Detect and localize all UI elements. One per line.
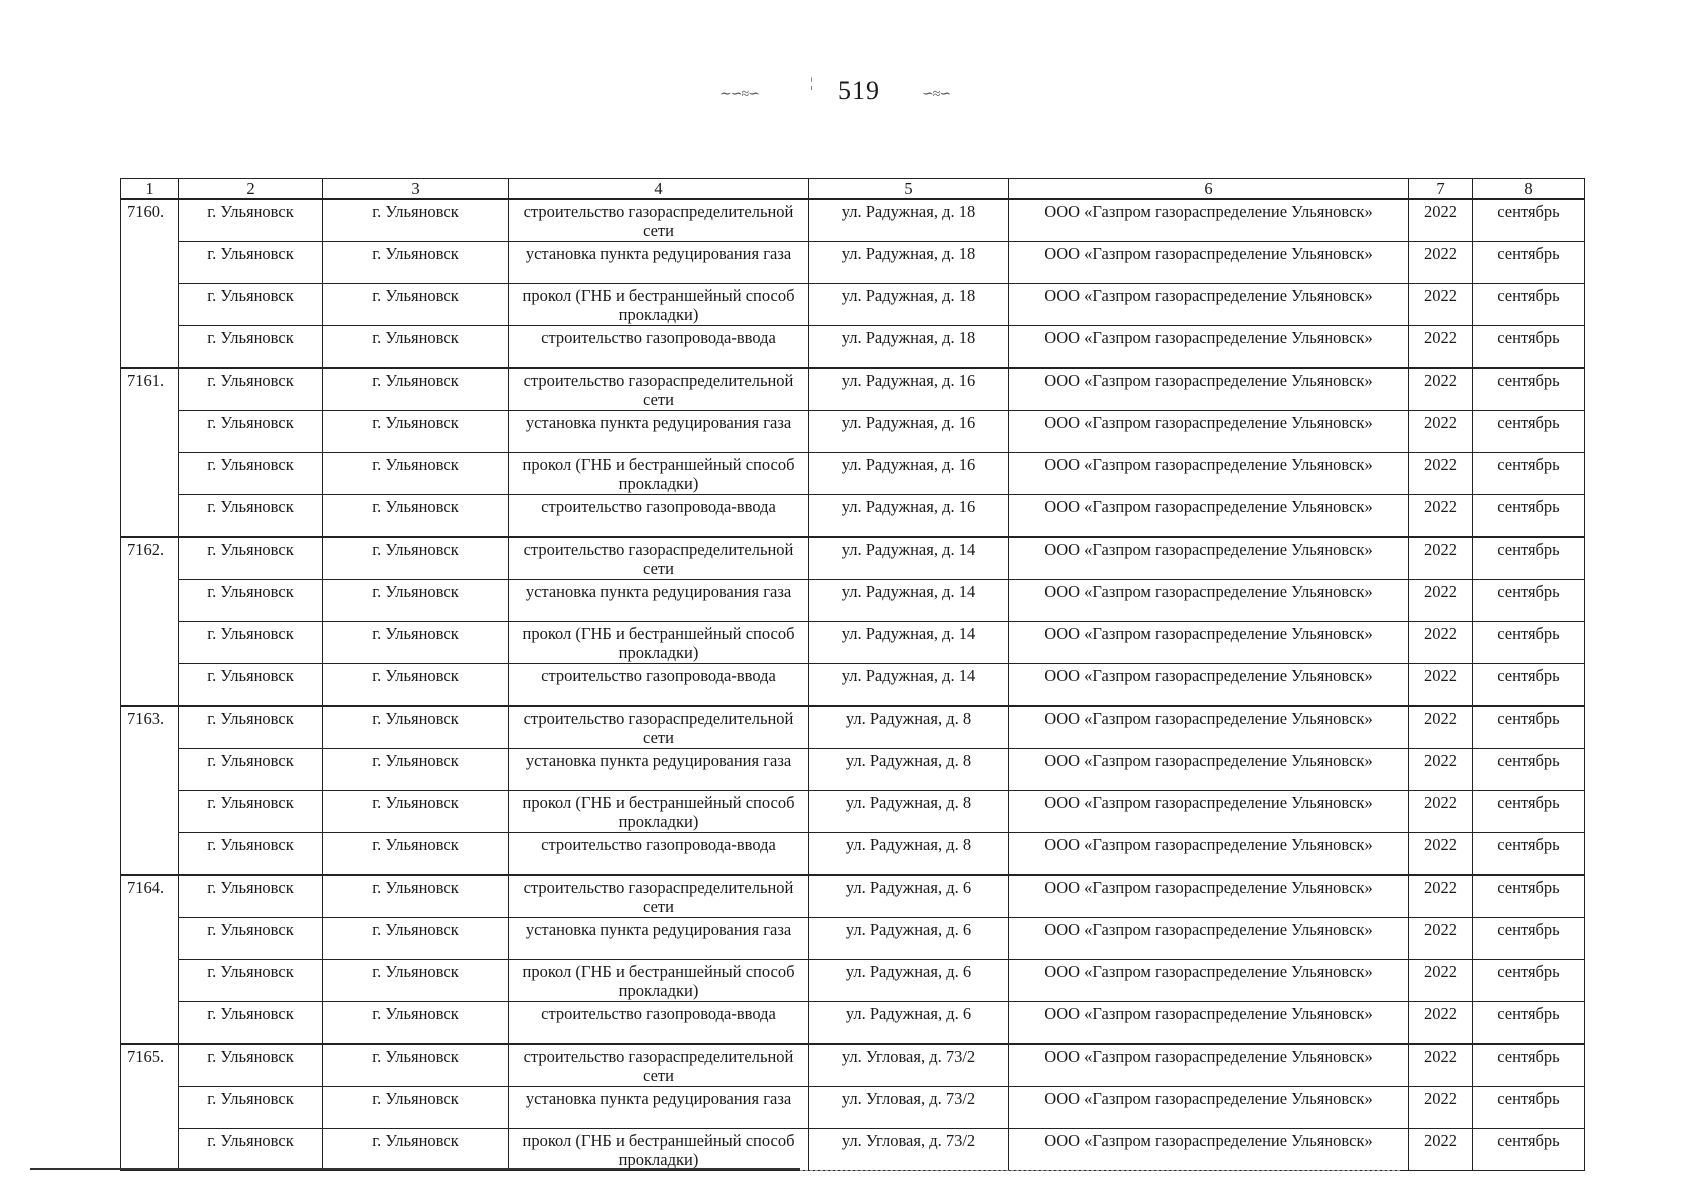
cell-municipality: г. Ульяновск — [179, 495, 323, 538]
cell-settlement: г. Ульяновск — [323, 960, 509, 1002]
cell-municipality: г. Ульяновск — [179, 1087, 323, 1129]
cell-address: ул. Радужная, д. 6 — [809, 875, 1009, 918]
table-row — [121, 1087, 1585, 1129]
cell-address: ул. Радужная, д. 8 — [809, 749, 1009, 791]
cell-month: сентябрь — [1473, 875, 1585, 918]
cell-municipality: г. Ульяновск — [179, 749, 323, 791]
cell-month: сентябрь — [1473, 326, 1585, 369]
cell-month: сентябрь — [1473, 411, 1585, 453]
cell-year: 2022 — [1409, 960, 1473, 1002]
cell-address: ул. Радужная, д. 18 — [809, 199, 1009, 242]
table-row — [121, 1002, 1585, 1045]
cell-month: сентябрь — [1473, 833, 1585, 876]
cell-settlement: г. Ульяновск — [323, 580, 509, 622]
cell-month: сентябрь — [1473, 791, 1585, 833]
cell-municipality: г. Ульяновск — [179, 284, 323, 326]
cell-work-type: строительство газораспределительной сети — [509, 706, 809, 749]
cell-organization: ООО «Газпром газораспределение Ульяновск» — [1009, 1002, 1409, 1045]
cell-year: 2022 — [1409, 537, 1473, 580]
table-row — [121, 791, 1585, 833]
table-body — [121, 199, 1585, 1171]
cell-organization: ООО «Газпром газораспределение Ульяновск» — [1009, 875, 1409, 918]
table-row — [121, 495, 1585, 538]
cell-year: 2022 — [1409, 622, 1473, 664]
cell-address: ул. Радужная, д. 6 — [809, 960, 1009, 1002]
cell-address: ул. Радужная, д. 6 — [809, 918, 1009, 960]
entry-number: 7160. — [121, 199, 179, 368]
cell-settlement: г. Ульяновск — [323, 622, 509, 664]
cell-municipality: г. Ульяновск — [179, 1044, 323, 1087]
cell-municipality: г. Ульяновск — [179, 918, 323, 960]
cell-municipality: г. Ульяновск — [179, 411, 323, 453]
column-header-8: 8 — [1473, 179, 1585, 200]
entry-number: 7161. — [121, 368, 179, 537]
column-header-4: 4 — [509, 179, 809, 200]
table-row — [121, 960, 1585, 1002]
cell-settlement: г. Ульяновск — [323, 791, 509, 833]
cell-settlement: г. Ульяновск — [323, 411, 509, 453]
cell-address: ул. Угловая, д. 73/2 — [809, 1087, 1009, 1129]
cell-address: ул. Радужная, д. 14 — [809, 537, 1009, 580]
cell-address: ул. Радужная, д. 18 — [809, 242, 1009, 284]
cell-municipality: г. Ульяновск — [179, 242, 323, 284]
column-number-row — [121, 179, 1585, 200]
cell-organization: ООО «Газпром газораспределение Ульяновск» — [1009, 749, 1409, 791]
cell-year: 2022 — [1409, 453, 1473, 495]
cell-work-type: строительство газопровода-ввода — [509, 664, 809, 707]
cell-organization: ООО «Газпром газораспределение Ульяновск» — [1009, 1087, 1409, 1129]
cell-address: ул. Радужная, д. 8 — [809, 833, 1009, 876]
cell-year: 2022 — [1409, 1129, 1473, 1171]
cell-address: ул. Радужная, д. 16 — [809, 495, 1009, 538]
column-header-6: 6 — [1009, 179, 1409, 200]
cell-organization: ООО «Газпром газораспределение Ульяновск» — [1009, 1044, 1409, 1087]
cell-settlement: г. Ульяновск — [323, 749, 509, 791]
cell-organization: ООО «Газпром газораспределение Ульяновск» — [1009, 411, 1409, 453]
cell-settlement: г. Ульяновск — [323, 833, 509, 876]
table-row — [121, 664, 1585, 707]
cell-settlement: г. Ульяновск — [323, 453, 509, 495]
cell-organization: ООО «Газпром газораспределение Ульяновск» — [1009, 453, 1409, 495]
cell-month: сентябрь — [1473, 1129, 1585, 1171]
cell-municipality: г. Ульяновск — [179, 664, 323, 707]
cell-year: 2022 — [1409, 875, 1473, 918]
cell-month: сентябрь — [1473, 1044, 1585, 1087]
cell-municipality: г. Ульяновск — [179, 833, 323, 876]
cell-settlement: г. Ульяновск — [323, 1044, 509, 1087]
cell-address: ул. Радужная, д. 8 — [809, 791, 1009, 833]
cell-work-type: строительство газораспределительной сети — [509, 537, 809, 580]
cell-organization: ООО «Газпром газораспределение Ульяновск» — [1009, 580, 1409, 622]
bottom-rule-faint — [800, 1170, 1400, 1171]
cell-month: сентябрь — [1473, 706, 1585, 749]
entry-number: 7163. — [121, 706, 179, 875]
table-row — [121, 918, 1585, 960]
cell-organization: ООО «Газпром газораспределение Ульяновск» — [1009, 326, 1409, 369]
cell-organization: ООО «Газпром газораспределение Ульяновск» — [1009, 1129, 1409, 1171]
cell-month: сентябрь — [1473, 284, 1585, 326]
cell-settlement: г. Ульяновск — [323, 1002, 509, 1045]
cell-municipality: г. Ульяновск — [179, 706, 323, 749]
table-row — [121, 537, 1585, 580]
cell-organization: ООО «Газпром газораспределение Ульяновск» — [1009, 918, 1409, 960]
cell-year: 2022 — [1409, 1002, 1473, 1045]
cell-address: ул. Радужная, д. 18 — [809, 326, 1009, 369]
cell-month: сентябрь — [1473, 622, 1585, 664]
table-row — [121, 875, 1585, 918]
cell-month: сентябрь — [1473, 537, 1585, 580]
cell-work-type: строительство газопровода-ввода — [509, 1002, 809, 1045]
table-row — [121, 749, 1585, 791]
cell-municipality: г. Ульяновск — [179, 537, 323, 580]
cell-municipality: г. Ульяновск — [179, 368, 323, 411]
cell-month: сентябрь — [1473, 453, 1585, 495]
table-row — [121, 833, 1585, 876]
entry-number: 7165. — [121, 1044, 179, 1171]
cell-organization: ООО «Газпром газораспределение Ульяновск» — [1009, 706, 1409, 749]
cell-address: ул. Радужная, д. 16 — [809, 368, 1009, 411]
cell-settlement: г. Ульяновск — [323, 537, 509, 580]
cell-address: ул. Радужная, д. 18 — [809, 284, 1009, 326]
cell-municipality: г. Ульяновск — [179, 791, 323, 833]
column-header-2: 2 — [179, 179, 323, 200]
cell-settlement: г. Ульяновск — [323, 495, 509, 538]
registry-table — [120, 178, 1585, 1171]
cell-work-type: прокол (ГНБ и бестраншейный способ прокладки) — [509, 453, 809, 495]
table-row — [121, 326, 1585, 369]
cell-year: 2022 — [1409, 495, 1473, 538]
cell-year: 2022 — [1409, 706, 1473, 749]
cell-year: 2022 — [1409, 749, 1473, 791]
cell-settlement: г. Ульяновск — [323, 368, 509, 411]
cell-work-type: установка пункта редуцирования газа — [509, 749, 809, 791]
cell-address: ул. Радужная, д. 16 — [809, 453, 1009, 495]
cell-year: 2022 — [1409, 411, 1473, 453]
cell-municipality: г. Ульяновск — [179, 875, 323, 918]
cell-month: сентябрь — [1473, 960, 1585, 1002]
table-row — [121, 199, 1585, 242]
table-row — [121, 580, 1585, 622]
cell-municipality: г. Ульяновск — [179, 199, 323, 242]
table-row — [121, 242, 1585, 284]
cell-settlement: г. Ульяновск — [323, 706, 509, 749]
cell-month: сентябрь — [1473, 664, 1585, 707]
cell-work-type: установка пункта редуцирования газа — [509, 580, 809, 622]
cell-year: 2022 — [1409, 1087, 1473, 1129]
cell-settlement: г. Ульяновск — [323, 199, 509, 242]
cell-organization: ООО «Газпром газораспределение Ульяновск» — [1009, 199, 1409, 242]
table-row — [121, 622, 1585, 664]
cell-year: 2022 — [1409, 1044, 1473, 1087]
cell-address: ул. Угловая, д. 73/2 — [809, 1044, 1009, 1087]
column-header-7: 7 — [1409, 179, 1473, 200]
cell-work-type: строительство газопровода-ввода — [509, 495, 809, 538]
scan-mark-tick: ¦ — [810, 76, 812, 91]
cell-municipality: г. Ульяновск — [179, 1002, 323, 1045]
table-row — [121, 1044, 1585, 1087]
cell-month: сентябрь — [1473, 1002, 1585, 1045]
cell-municipality: г. Ульяновск — [179, 622, 323, 664]
cell-year: 2022 — [1409, 664, 1473, 707]
cell-month: сентябрь — [1473, 918, 1585, 960]
cell-municipality: г. Ульяновск — [179, 580, 323, 622]
cell-organization: ООО «Газпром газораспределение Ульяновск» — [1009, 284, 1409, 326]
cell-year: 2022 — [1409, 242, 1473, 284]
cell-work-type: прокол (ГНБ и бестраншейный способ прокладки) — [509, 284, 809, 326]
cell-work-type: прокол (ГНБ и бестраншейный способ прокладки) — [509, 791, 809, 833]
cell-work-type: строительство газопровода-ввода — [509, 833, 809, 876]
cell-organization: ООО «Газпром газораспределение Ульяновск» — [1009, 664, 1409, 707]
cell-year: 2022 — [1409, 918, 1473, 960]
scan-mark-left: ∼∽≈∽ — [720, 87, 759, 102]
column-header-3: 3 — [323, 179, 509, 200]
cell-municipality: г. Ульяновск — [179, 960, 323, 1002]
table-header — [121, 179, 1585, 200]
cell-year: 2022 — [1409, 833, 1473, 876]
table-row — [121, 284, 1585, 326]
cell-year: 2022 — [1409, 284, 1473, 326]
cell-work-type: строительство газораспределительной сети — [509, 368, 809, 411]
cell-address: ул. Радужная, д. 6 — [809, 1002, 1009, 1045]
cell-settlement: г. Ульяновск — [323, 242, 509, 284]
cell-work-type: установка пункта редуцирования газа — [509, 1087, 809, 1129]
cell-month: сентябрь — [1473, 749, 1585, 791]
cell-work-type: строительство газораспределительной сети — [509, 1044, 809, 1087]
cell-settlement: г. Ульяновск — [323, 1129, 509, 1171]
cell-work-type: строительство газораспределительной сети — [509, 875, 809, 918]
column-header-5: 5 — [809, 179, 1009, 200]
cell-organization: ООО «Газпром газораспределение Ульяновск» — [1009, 368, 1409, 411]
page-number: 519 — [838, 76, 880, 105]
cell-organization: ООО «Газпром газораспределение Ульяновск» — [1009, 537, 1409, 580]
cell-organization: ООО «Газпром газораспределение Ульяновск» — [1009, 495, 1409, 538]
cell-address: ул. Радужная, д. 8 — [809, 706, 1009, 749]
cell-year: 2022 — [1409, 368, 1473, 411]
cell-month: сентябрь — [1473, 1087, 1585, 1129]
cell-settlement: г. Ульяновск — [323, 664, 509, 707]
cell-municipality: г. Ульяновск — [179, 453, 323, 495]
cell-organization: ООО «Газпром газораспределение Ульяновск» — [1009, 242, 1409, 284]
cell-work-type: установка пункта редуцирования газа — [509, 242, 809, 284]
cell-address: ул. Радужная, д. 16 — [809, 411, 1009, 453]
cell-address: ул. Радужная, д. 14 — [809, 622, 1009, 664]
cell-work-type: прокол (ГНБ и бестраншейный способ прокладки) — [509, 960, 809, 1002]
cell-organization: ООО «Газпром газораспределение Ульяновск» — [1009, 622, 1409, 664]
cell-month: сентябрь — [1473, 580, 1585, 622]
cell-address: ул. Радужная, д. 14 — [809, 664, 1009, 707]
cell-month: сентябрь — [1473, 242, 1585, 284]
table-row — [121, 411, 1585, 453]
table-row — [121, 706, 1585, 749]
cell-municipality: г. Ульяновск — [179, 326, 323, 369]
cell-settlement: г. Ульяновск — [323, 284, 509, 326]
table-row — [121, 1129, 1585, 1171]
cell-settlement: г. Ульяновск — [323, 326, 509, 369]
cell-month: сентябрь — [1473, 368, 1585, 411]
cell-municipality: г. Ульяновск — [179, 1129, 323, 1171]
table-row — [121, 368, 1585, 411]
cell-address: ул. Радужная, д. 14 — [809, 580, 1009, 622]
column-header-1: 1 — [121, 179, 179, 200]
cell-year: 2022 — [1409, 580, 1473, 622]
cell-work-type: установка пункта редуцирования газа — [509, 918, 809, 960]
cell-work-type: установка пункта редуцирования газа — [509, 411, 809, 453]
entry-number: 7162. — [121, 537, 179, 706]
cell-year: 2022 — [1409, 199, 1473, 242]
cell-month: сентябрь — [1473, 495, 1585, 538]
cell-month: сентябрь — [1473, 199, 1585, 242]
cell-settlement: г. Ульяновск — [323, 1087, 509, 1129]
cell-organization: ООО «Газпром газораспределение Ульяновск» — [1009, 791, 1409, 833]
table-row — [121, 453, 1585, 495]
cell-organization: ООО «Газпром газораспределение Ульяновск» — [1009, 833, 1409, 876]
cell-address: ул. Угловая, д. 73/2 — [809, 1129, 1009, 1171]
cell-work-type: прокол (ГНБ и бестраншейный способ прокладки) — [509, 622, 809, 664]
bottom-rule — [30, 1168, 800, 1170]
cell-year: 2022 — [1409, 791, 1473, 833]
cell-settlement: г. Ульяновск — [323, 918, 509, 960]
cell-work-type: строительство газопровода-ввода — [509, 326, 809, 369]
entry-number: 7164. — [121, 875, 179, 1044]
cell-settlement: г. Ульяновск — [323, 875, 509, 918]
cell-year: 2022 — [1409, 326, 1473, 369]
scan-mark-right: ∽≈∽ — [922, 87, 951, 102]
cell-work-type: прокол (ГНБ и бестраншейный способ прокладки) — [509, 1129, 809, 1171]
cell-work-type: строительство газораспределительной сети — [509, 199, 809, 242]
cell-organization: ООО «Газпром газораспределение Ульяновск» — [1009, 960, 1409, 1002]
